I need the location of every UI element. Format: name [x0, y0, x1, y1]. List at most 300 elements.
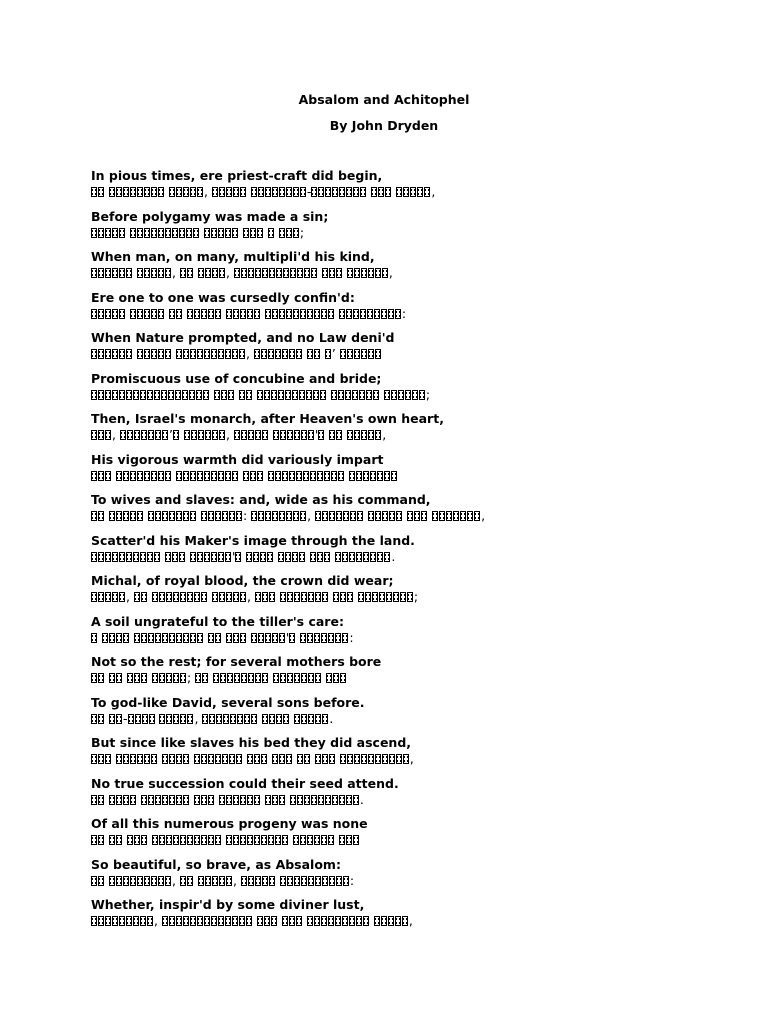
missing-glyph-box	[155, 633, 161, 643]
missing-glyph-box	[123, 187, 129, 197]
missing-glyph-box	[322, 592, 328, 602]
missing-glyph-box	[91, 754, 97, 764]
missing-glyph-box	[347, 349, 353, 359]
missing-glyph-box	[381, 309, 387, 319]
english-line: To wives and slaves: and, wide as his command,	[91, 492, 431, 507]
missing-glyph-box	[322, 511, 328, 521]
missing-glyph-box	[134, 835, 140, 845]
translation-line: ,	[91, 751, 731, 767]
missing-glyph-box	[234, 268, 240, 278]
missing-glyph-box	[140, 916, 146, 926]
missing-glyph-box	[158, 309, 164, 319]
missing-glyph-box	[290, 268, 296, 278]
missing-glyph-box	[232, 471, 238, 481]
missing-glyph-box	[176, 309, 182, 319]
missing-glyph-box	[166, 714, 172, 724]
missing-glyph-box	[368, 349, 374, 359]
missing-glyph-box	[356, 552, 362, 562]
missing-glyph-box	[202, 714, 208, 724]
missing-glyph-box	[271, 390, 277, 400]
missing-glyph-box	[91, 714, 97, 724]
missing-glyph-box	[311, 795, 317, 805]
missing-glyph-box	[91, 511, 97, 521]
missing-glyph-box	[279, 511, 285, 521]
missing-glyph-box	[255, 268, 261, 278]
missing-glyph-box	[179, 228, 185, 238]
missing-glyph-box	[366, 390, 372, 400]
missing-glyph-box	[370, 552, 376, 562]
missing-glyph-box	[116, 754, 122, 764]
missing-glyph-box	[285, 390, 291, 400]
missing-glyph-box	[176, 511, 182, 521]
missing-glyph-box	[403, 187, 409, 197]
missing-glyph-box	[91, 633, 97, 643]
missing-glyph-box	[133, 390, 139, 400]
missing-glyph-box	[215, 754, 221, 764]
missing-glyph-box	[293, 511, 299, 521]
missing-glyph-box	[187, 714, 193, 724]
missing-glyph-box	[340, 673, 346, 683]
missing-glyph-box	[335, 916, 341, 926]
stanza	[91, 492, 731, 524]
missing-glyph-box	[91, 349, 97, 359]
missing-glyph-box	[137, 511, 143, 521]
missing-glyph-box	[126, 552, 132, 562]
missing-glyph-box	[180, 835, 186, 845]
missing-glyph-box	[269, 592, 275, 602]
missing-glyph-box	[151, 876, 157, 886]
missing-glyph-box	[350, 511, 356, 521]
missing-glyph-box	[247, 309, 253, 319]
missing-glyph-box	[215, 633, 221, 643]
missing-glyph-box	[265, 187, 271, 197]
missing-glyph-box	[184, 430, 190, 440]
missing-glyph-box	[361, 754, 367, 764]
missing-glyph-box	[176, 471, 182, 481]
missing-glyph-box	[105, 592, 111, 602]
missing-glyph-box	[176, 795, 182, 805]
missing-glyph-box	[158, 187, 164, 197]
missing-glyph-box	[105, 228, 111, 238]
missing-glyph-box	[149, 714, 155, 724]
missing-glyph-box	[105, 390, 111, 400]
missing-glyph-box	[265, 309, 271, 319]
missing-glyph-box	[254, 754, 260, 764]
missing-glyph-box	[432, 511, 438, 521]
missing-glyph-box	[251, 633, 257, 643]
missing-glyph-box	[236, 511, 242, 521]
missing-glyph-box	[326, 673, 332, 683]
stanza	[91, 776, 731, 808]
missing-glyph-box	[180, 268, 186, 278]
missing-glyph-box	[201, 309, 207, 319]
missing-glyph-box	[331, 390, 337, 400]
missing-glyph-box	[320, 390, 326, 400]
missing-glyph-box	[282, 835, 288, 845]
missing-glyph-box	[119, 349, 125, 359]
missing-glyph-box	[269, 714, 275, 724]
missing-glyph-box	[226, 876, 232, 886]
missing-glyph-box	[308, 592, 314, 602]
missing-glyph-box	[209, 714, 215, 724]
missing-glyph-box	[211, 228, 217, 238]
missing-glyph-box	[232, 916, 238, 926]
missing-glyph-box	[300, 633, 306, 643]
stanza	[91, 290, 731, 322]
translation-line: ;	[91, 387, 731, 403]
missing-glyph-box	[381, 916, 387, 926]
missing-glyph-box	[322, 754, 328, 764]
missing-glyph-box	[395, 916, 401, 926]
missing-glyph-box	[272, 754, 278, 764]
missing-glyph-box	[98, 714, 104, 724]
missing-glyph-box	[357, 511, 363, 521]
missing-glyph-box	[98, 430, 104, 440]
missing-glyph-box	[346, 835, 352, 845]
missing-glyph-box	[321, 916, 327, 926]
missing-glyph-box	[264, 390, 270, 400]
missing-glyph-box	[180, 592, 186, 602]
missing-glyph-box	[368, 511, 374, 521]
missing-glyph-box	[127, 835, 133, 845]
missing-glyph-box	[375, 268, 381, 278]
missing-glyph-box	[287, 876, 293, 886]
missing-glyph-box	[179, 552, 185, 562]
missing-glyph-box	[271, 916, 277, 926]
missing-glyph-box	[265, 511, 271, 521]
missing-glyph-box	[272, 511, 278, 521]
missing-glyph-box	[194, 592, 200, 602]
missing-glyph-box	[193, 228, 199, 238]
missing-glyph-box	[116, 511, 122, 521]
missing-glyph-box	[318, 795, 324, 805]
missing-glyph-box	[467, 511, 473, 521]
missing-glyph-box	[194, 835, 200, 845]
missing-glyph-box	[98, 876, 104, 886]
missing-glyph-box	[155, 430, 161, 440]
missing-glyph-box	[361, 349, 367, 359]
english-line: So beautiful, so brave, as Absalom:	[91, 856, 341, 872]
missing-glyph-box	[144, 228, 150, 238]
missing-glyph-box	[176, 187, 182, 197]
missing-glyph-box	[240, 835, 246, 845]
missing-glyph-box	[208, 511, 214, 521]
missing-glyph-box	[191, 430, 197, 440]
missing-glyph-box	[197, 633, 203, 643]
missing-glyph-box	[275, 349, 281, 359]
missing-glyph-box	[474, 511, 480, 521]
missing-glyph-box	[180, 714, 186, 724]
missing-glyph-box	[287, 673, 293, 683]
missing-glyph-box	[389, 754, 395, 764]
missing-glyph-box	[353, 795, 359, 805]
english-line: When Nature prompted, and no Law deni'd	[91, 330, 395, 345]
missing-glyph-box	[204, 552, 210, 562]
missing-glyph-box	[201, 511, 207, 521]
missing-glyph-box	[208, 795, 214, 805]
missing-glyph-box	[227, 673, 233, 683]
missing-glyph-box	[166, 673, 172, 683]
missing-glyph-box	[301, 714, 307, 724]
missing-glyph-box	[109, 633, 115, 643]
missing-glyph-box	[279, 228, 285, 238]
missing-glyph-box	[130, 795, 136, 805]
english-line: Whether, inspir'd by some diviner lust,	[91, 897, 365, 912]
missing-glyph-box	[349, 552, 355, 562]
missing-glyph-box	[269, 876, 275, 886]
missing-glyph-box	[377, 552, 383, 562]
missing-glyph-box	[120, 430, 126, 440]
missing-glyph-box	[201, 754, 207, 764]
missing-glyph-box	[195, 673, 201, 683]
missing-glyph-box	[105, 309, 111, 319]
missing-glyph-box	[211, 916, 217, 926]
missing-glyph-box	[307, 349, 313, 359]
missing-glyph-box	[272, 633, 278, 643]
missing-glyph-box	[165, 471, 171, 481]
missing-glyph-box	[223, 714, 229, 724]
missing-glyph-box	[388, 309, 394, 319]
missing-glyph-box	[248, 876, 254, 886]
missing-glyph-box	[254, 835, 260, 845]
missing-glyph-box	[342, 916, 348, 926]
missing-glyph-box	[225, 349, 231, 359]
missing-glyph-box	[109, 714, 115, 724]
missing-glyph-box	[126, 390, 132, 400]
missing-glyph-box	[304, 268, 310, 278]
missing-glyph-box	[276, 268, 282, 278]
missing-glyph-box	[276, 714, 282, 724]
missing-glyph-box	[219, 268, 225, 278]
missing-glyph-box	[407, 511, 413, 521]
missing-glyph-box	[363, 916, 369, 926]
missing-glyph-box	[346, 309, 352, 319]
missing-glyph-box	[137, 471, 143, 481]
missing-glyph-box	[158, 349, 164, 359]
missing-glyph-box	[91, 795, 97, 805]
english-line: His vigorous warmth did variously impart	[91, 451, 384, 467]
missing-glyph-box	[258, 511, 264, 521]
missing-glyph-box	[137, 228, 143, 238]
missing-glyph-box	[310, 552, 316, 562]
translation-line: , ,	[91, 913, 731, 929]
missing-glyph-box	[339, 309, 345, 319]
missing-glyph-box	[294, 673, 300, 683]
missing-glyph-box	[133, 552, 139, 562]
missing-glyph-box	[340, 754, 346, 764]
missing-glyph-box	[272, 309, 278, 319]
missing-glyph-box	[300, 511, 306, 521]
missing-glyph-box	[346, 187, 352, 197]
missing-glyph-box	[308, 876, 314, 886]
missing-glyph-box	[347, 268, 353, 278]
missing-glyph-box	[262, 430, 268, 440]
missing-glyph-box	[204, 916, 210, 926]
english-line: No true succession could their seed attend.	[91, 775, 399, 791]
missing-glyph-box	[347, 592, 353, 602]
missing-glyph-box	[250, 471, 256, 481]
missing-glyph-box	[292, 390, 298, 400]
missing-glyph-box	[292, 552, 298, 562]
missing-glyph-box	[360, 187, 366, 197]
missing-glyph-box	[91, 876, 97, 886]
missing-glyph-box	[109, 795, 115, 805]
missing-glyph-box	[239, 916, 245, 926]
missing-glyph-box	[183, 349, 189, 359]
missing-glyph-box	[91, 228, 97, 238]
missing-glyph-box	[322, 268, 328, 278]
missing-glyph-box	[286, 187, 292, 197]
missing-glyph-box	[151, 754, 157, 764]
missing-glyph-box	[158, 876, 164, 886]
stanza	[91, 614, 731, 646]
missing-glyph-box	[345, 390, 351, 400]
missing-glyph-box	[189, 390, 195, 400]
missing-glyph-box	[98, 471, 104, 481]
missing-glyph-box	[257, 471, 263, 481]
missing-glyph-box	[197, 187, 203, 197]
missing-glyph-box	[196, 390, 202, 400]
missing-glyph-box	[300, 835, 306, 845]
missing-glyph-box	[402, 916, 408, 926]
missing-glyph-box	[148, 633, 154, 643]
missing-glyph-box	[98, 349, 104, 359]
missing-glyph-box	[141, 633, 147, 643]
missing-glyph-box	[141, 592, 147, 602]
missing-glyph-box	[102, 633, 108, 643]
missing-glyph-box	[190, 187, 196, 197]
missing-glyph-box	[182, 390, 188, 400]
missing-glyph-box	[318, 430, 324, 440]
missing-glyph-box	[375, 349, 381, 359]
missing-glyph-box	[314, 916, 320, 926]
missing-glyph-box	[183, 633, 189, 643]
missing-glyph-box	[130, 471, 136, 481]
missing-glyph-box	[165, 552, 171, 562]
missing-glyph-box	[147, 552, 153, 562]
missing-glyph-box	[265, 795, 271, 805]
missing-glyph-box	[314, 349, 320, 359]
missing-glyph-box	[169, 916, 175, 926]
missing-glyph-box	[158, 471, 164, 481]
missing-glyph-box	[289, 349, 295, 359]
missing-glyph-box	[280, 673, 286, 683]
missing-glyph-box	[91, 187, 97, 197]
missing-glyph-box	[368, 268, 374, 278]
english-line: But since like slaves his bed they did ascend,	[91, 735, 412, 750]
missing-glyph-box	[324, 471, 330, 481]
missing-glyph-box	[173, 430, 179, 440]
missing-glyph-box	[317, 552, 323, 562]
stanza	[91, 249, 731, 281]
stanza	[91, 371, 731, 403]
missing-glyph-box	[325, 795, 331, 805]
missing-glyph-box	[279, 633, 285, 643]
missing-glyph-box	[268, 835, 274, 845]
missing-glyph-box	[176, 916, 182, 926]
missing-glyph-box	[336, 511, 342, 521]
missing-glyph-box	[222, 754, 228, 764]
missing-glyph-box	[239, 390, 245, 400]
missing-glyph-box	[280, 430, 286, 440]
missing-glyph-box	[280, 592, 286, 602]
missing-glyph-box	[417, 187, 423, 197]
stanza	[91, 857, 731, 889]
missing-glyph-box	[225, 916, 231, 926]
missing-glyph-box	[297, 795, 303, 805]
missing-glyph-box	[214, 390, 220, 400]
missing-glyph-box	[137, 754, 143, 764]
missing-glyph-box	[353, 309, 359, 319]
missing-glyph-box	[183, 511, 189, 521]
translation-line: , - ,	[91, 184, 731, 200]
missing-glyph-box	[339, 187, 345, 197]
missing-glyph-box	[340, 349, 346, 359]
missing-glyph-box	[419, 390, 425, 400]
missing-glyph-box	[272, 187, 278, 197]
missing-glyph-box	[126, 349, 132, 359]
missing-glyph-box	[165, 228, 171, 238]
missing-glyph-box	[109, 511, 115, 521]
missing-glyph-box	[151, 349, 157, 359]
missing-glyph-box	[375, 754, 381, 764]
missing-glyph-box	[325, 187, 331, 197]
missing-glyph-box	[123, 471, 129, 481]
missing-glyph-box	[226, 187, 232, 197]
missing-glyph-box	[219, 592, 225, 602]
missing-glyph-box	[354, 430, 360, 440]
missing-glyph-box	[370, 471, 376, 481]
missing-glyph-box	[396, 511, 402, 521]
missing-glyph-box	[169, 309, 175, 319]
missing-glyph-box	[183, 187, 189, 197]
missing-glyph-box	[329, 754, 335, 764]
missing-glyph-box	[251, 187, 257, 197]
translation-line: - , .	[91, 711, 731, 727]
missing-glyph-box	[119, 228, 125, 238]
missing-glyph-box	[379, 592, 385, 602]
missing-glyph-box	[243, 228, 249, 238]
translation-line: ' :	[91, 630, 731, 646]
missing-glyph-box	[211, 471, 217, 481]
missing-glyph-box	[279, 309, 285, 319]
missing-glyph-box	[205, 876, 211, 886]
missing-glyph-box	[144, 471, 150, 481]
missing-glyph-box	[268, 228, 274, 238]
missing-glyph-box	[303, 471, 309, 481]
missing-glyph-box	[91, 673, 97, 683]
missing-glyph-box	[168, 390, 174, 400]
stanza	[91, 533, 731, 565]
missing-glyph-box	[215, 309, 221, 319]
missing-glyph-box	[203, 390, 209, 400]
poem	[91, 168, 731, 938]
missing-glyph-box	[109, 187, 115, 197]
english-line: Not so the rest; for several mothers bore	[91, 654, 382, 669]
missing-glyph-box	[162, 754, 168, 764]
missing-glyph-box	[246, 916, 252, 926]
missing-glyph-box	[137, 876, 143, 886]
missing-glyph-box	[361, 430, 367, 440]
missing-glyph-box	[228, 390, 234, 400]
missing-glyph-box	[300, 187, 306, 197]
missing-glyph-box	[328, 835, 334, 845]
missing-glyph-box	[226, 592, 232, 602]
missing-glyph-box	[307, 633, 313, 643]
missing-glyph-box	[198, 876, 204, 886]
missing-glyph-box	[331, 471, 337, 481]
missing-glyph-box	[240, 592, 246, 602]
